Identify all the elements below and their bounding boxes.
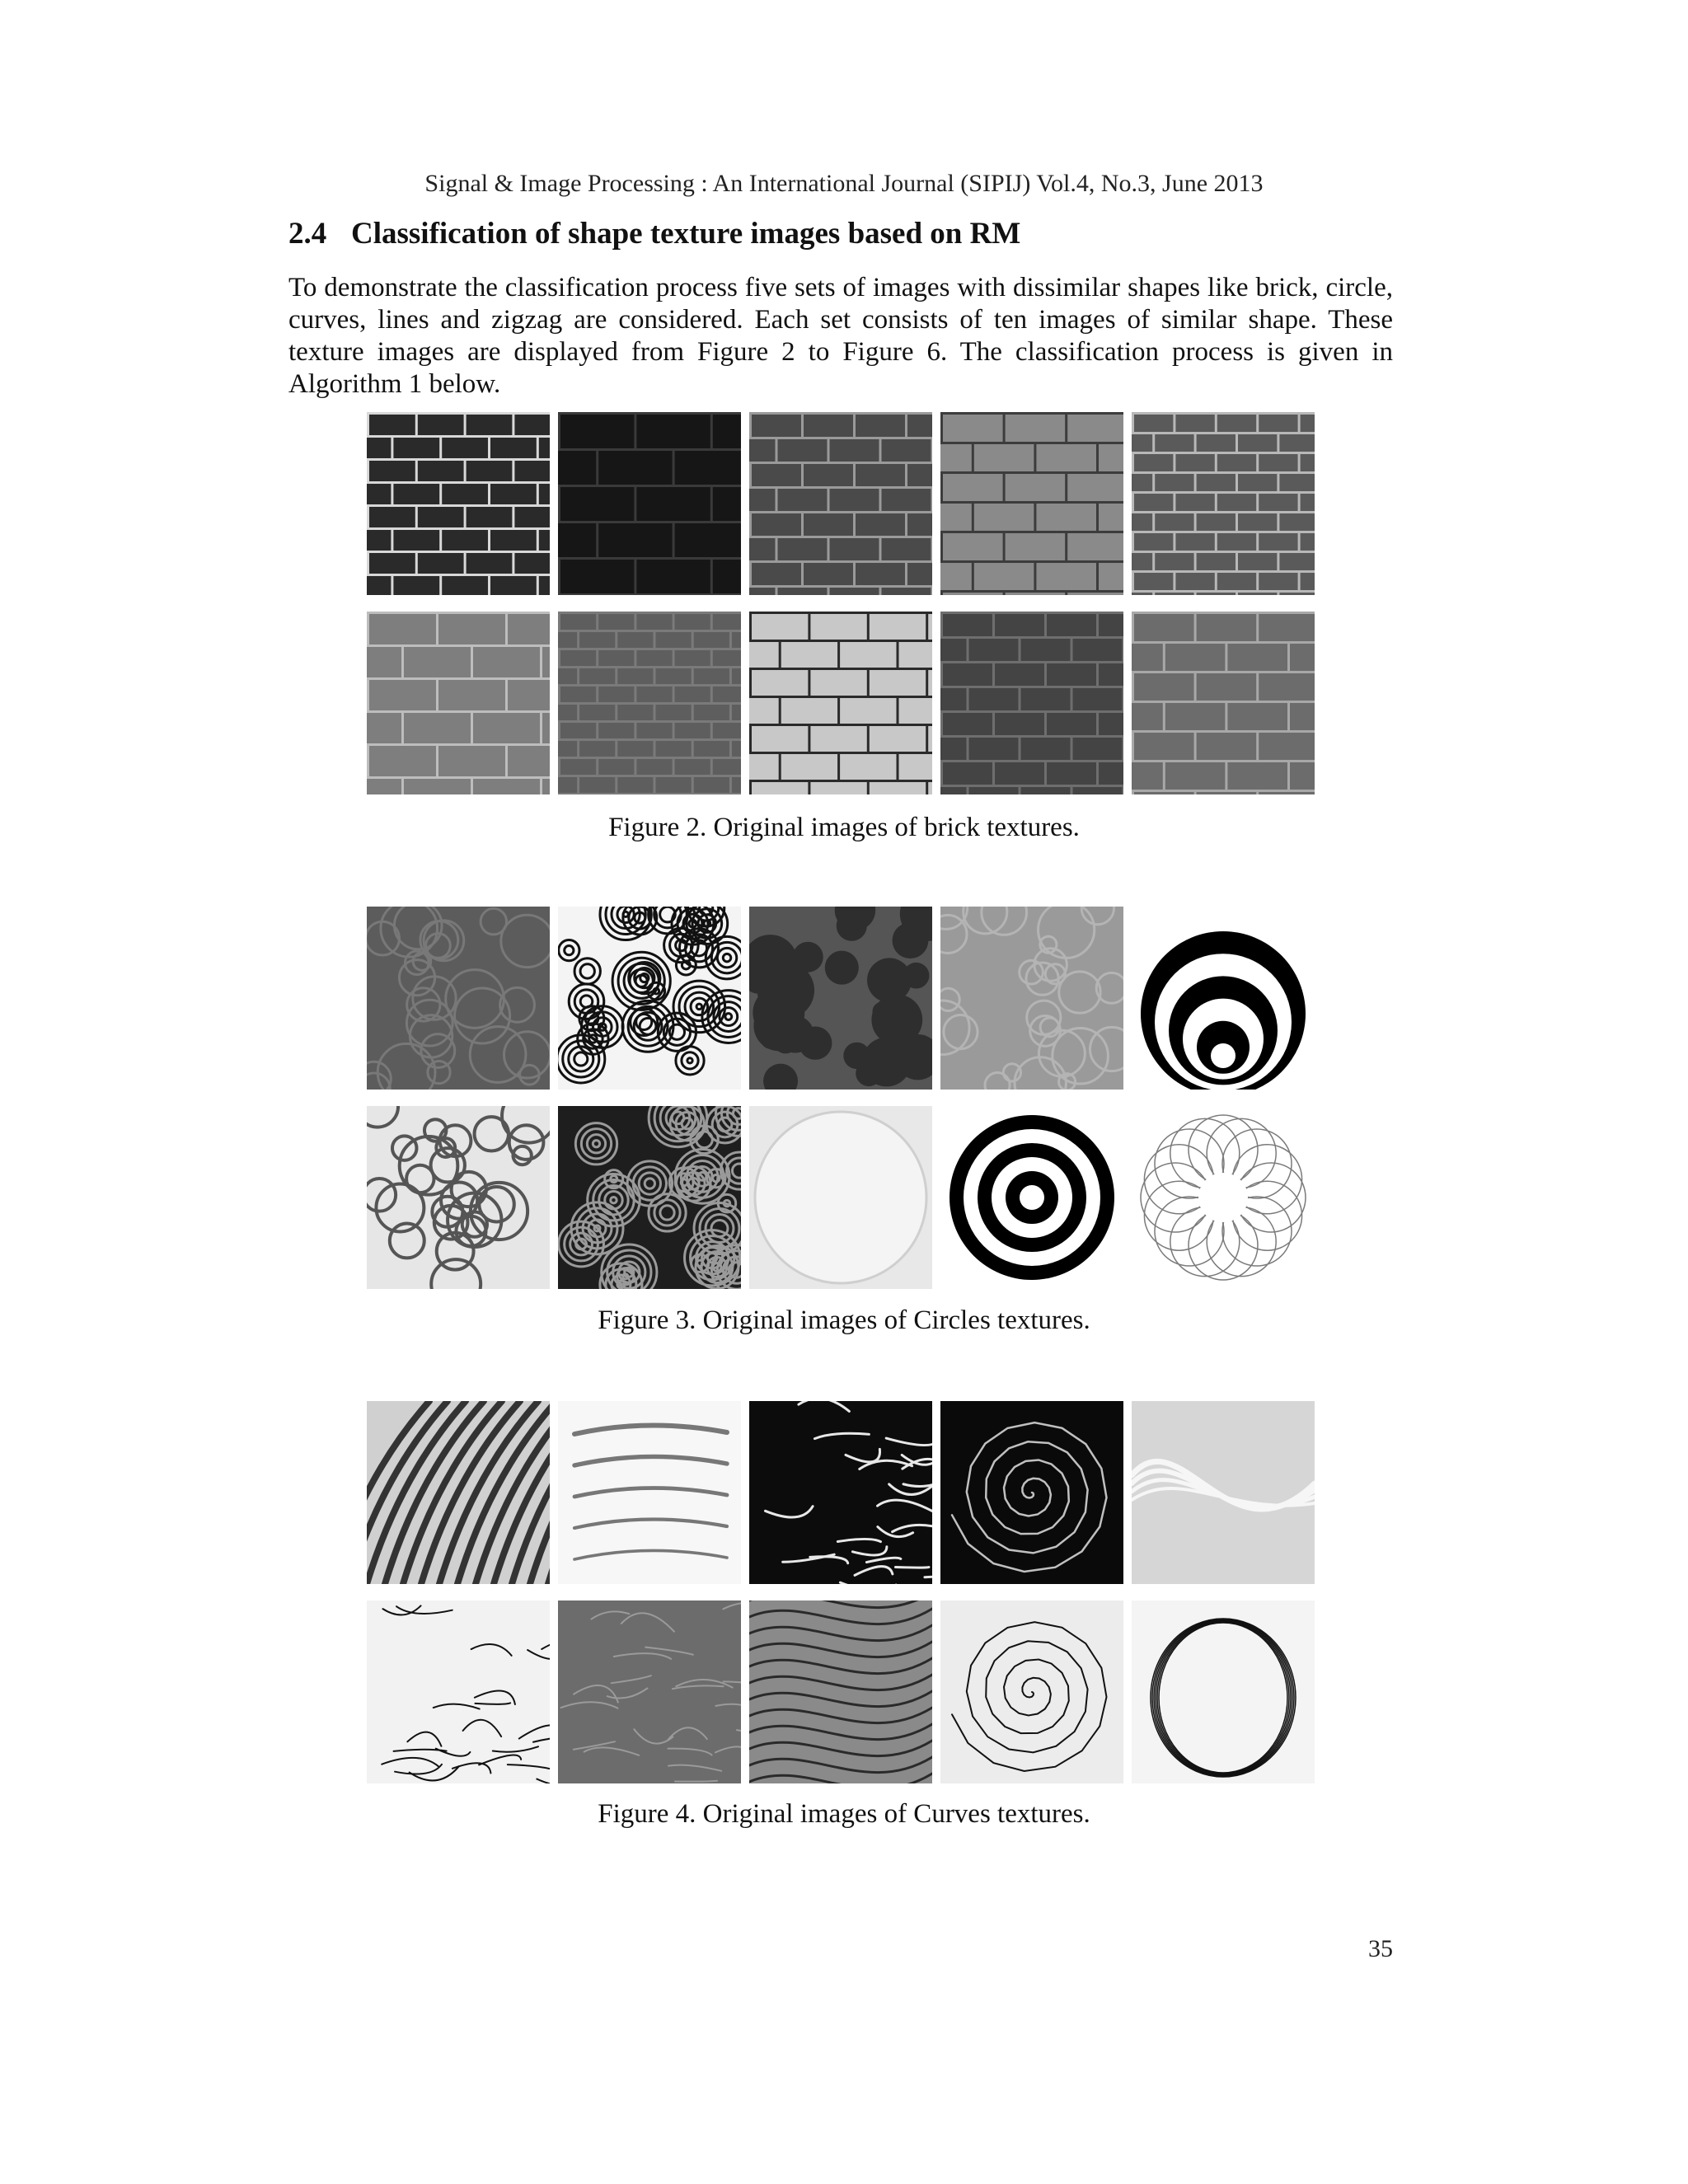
curve-texture-graphic — [367, 1401, 550, 1584]
texture-image — [749, 1106, 932, 1289]
circle-texture-graphic — [749, 1106, 932, 1289]
texture-image — [558, 1401, 741, 1584]
texture-image — [367, 412, 550, 595]
circle-texture-graphic — [1132, 907, 1315, 1090]
brick-texture-graphic — [367, 412, 550, 595]
brick-texture-graphic — [940, 612, 1123, 794]
curve-texture-graphic — [367, 1601, 550, 1783]
brick-texture-graphic — [749, 412, 932, 595]
page-number: 35 — [1368, 1935, 1393, 1962]
curve-texture-graphic — [1132, 1401, 1315, 1584]
figure-2-grid — [367, 412, 1315, 794]
circle-texture-graphic — [749, 907, 932, 1090]
texture-image — [1132, 1401, 1315, 1584]
brick-texture-graphic — [367, 612, 550, 794]
texture-image — [558, 1106, 741, 1289]
curve-texture-graphic — [749, 1401, 932, 1584]
brick-texture-graphic — [558, 612, 741, 794]
texture-image — [558, 612, 741, 794]
texture-image — [1132, 1601, 1315, 1783]
curve-texture-graphic — [558, 1401, 741, 1584]
texture-image — [1132, 412, 1315, 595]
circle-texture-graphic — [558, 1106, 741, 1289]
figure-2-caption: Figure 2. Original images of brick textures. — [608, 813, 1080, 842]
curve-texture-graphic — [940, 1601, 1123, 1783]
figure-4-grid — [367, 1401, 1315, 1783]
curve-texture-graphic — [940, 1401, 1123, 1584]
section-number: 2.4 — [288, 217, 327, 251]
circle-texture-graphic — [940, 907, 1123, 1090]
texture-image — [367, 907, 550, 1090]
texture-image — [940, 612, 1123, 794]
texture-image — [367, 1601, 550, 1783]
circle-texture-graphic — [367, 907, 550, 1090]
brick-texture-graphic — [1132, 412, 1315, 595]
texture-image — [1132, 612, 1315, 794]
running-header: Signal & Image Processing : An International Journal (SIPIJ) Vol.4, No.3, June 2013 — [424, 170, 1264, 197]
curve-texture-graphic — [558, 1601, 741, 1783]
texture-image — [749, 412, 932, 595]
texture-image — [749, 1601, 932, 1783]
figure-3-grid — [367, 907, 1315, 1289]
texture-image — [749, 907, 932, 1090]
texture-image — [940, 907, 1123, 1090]
texture-image — [1132, 907, 1315, 1090]
texture-image — [749, 1401, 932, 1584]
texture-image — [940, 1401, 1123, 1584]
texture-image — [940, 1106, 1123, 1289]
texture-image — [558, 907, 741, 1090]
texture-image — [367, 612, 550, 794]
texture-image — [367, 1401, 550, 1584]
circle-texture-graphic — [1132, 1106, 1315, 1289]
texture-image — [940, 412, 1123, 595]
circle-texture-graphic — [558, 907, 741, 1090]
brick-texture-graphic — [940, 412, 1123, 595]
brick-texture-graphic — [558, 412, 741, 595]
curve-texture-graphic — [1132, 1601, 1315, 1783]
texture-image — [558, 1601, 741, 1783]
texture-image — [367, 1106, 550, 1289]
figure-4-caption: Figure 4. Original images of Curves textures. — [598, 1799, 1090, 1829]
body-paragraph: To demonstrate the classification process five sets of images with dissimilar shapes like brick, circle, curves, lines and zigzag are considered. Each set consists of ten images of similar shape. These texture images are displayed from Figure 2 to Figure 6. The classification process is given in Algorithm 1 below. — [288, 273, 1393, 399]
circle-texture-graphic — [367, 1106, 550, 1289]
circle-texture-graphic — [940, 1106, 1123, 1289]
figure-3-caption: Figure 3. Original images of Circles textures. — [598, 1305, 1090, 1335]
texture-image — [940, 1601, 1123, 1783]
texture-image — [749, 612, 932, 794]
texture-image — [558, 412, 741, 595]
texture-image — [1132, 1106, 1315, 1289]
section-heading — [288, 216, 1020, 251]
section-title: Classification of shape texture images based on RM — [351, 217, 1021, 251]
brick-texture-graphic — [749, 612, 932, 794]
brick-texture-graphic — [1132, 612, 1315, 794]
curve-texture-graphic — [749, 1601, 932, 1783]
